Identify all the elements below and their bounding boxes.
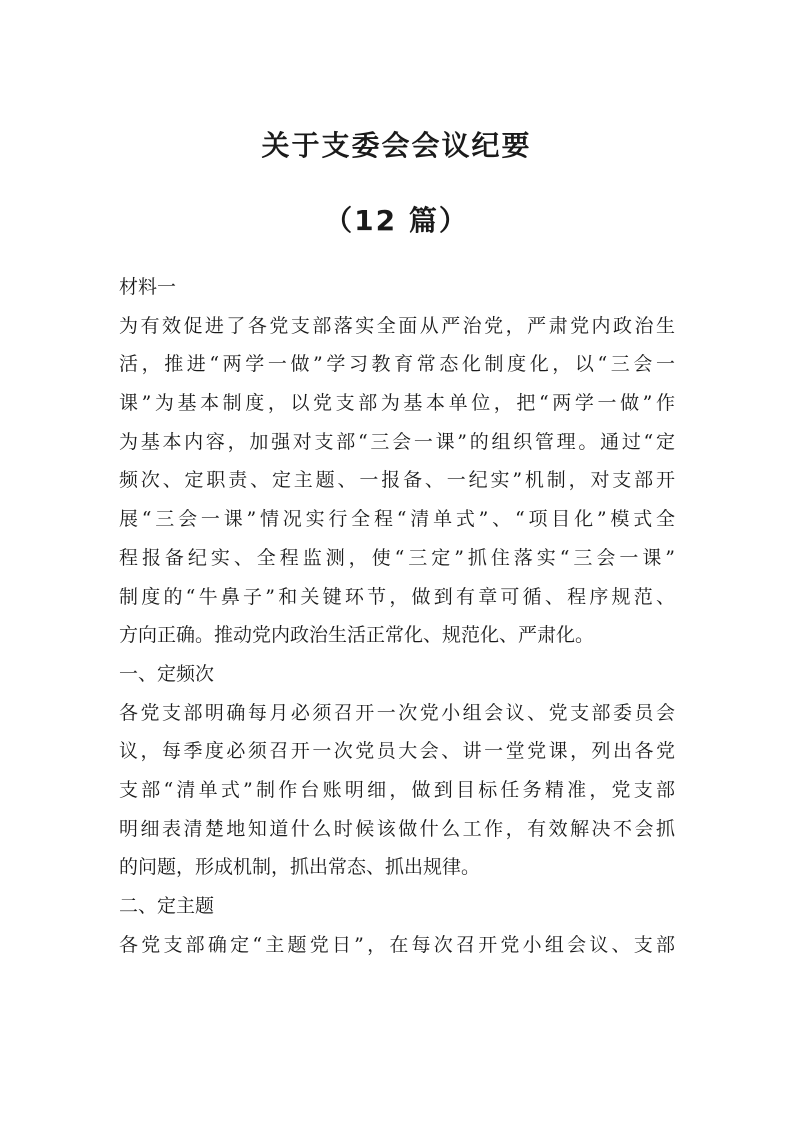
document-title: 关于支委会会议纪要: [261, 129, 532, 162]
body-text-line: 活，推进“两学一做”学习教育常态化制度化，以“三会一: [119, 353, 675, 376]
body-text-line: 为基本内容，加强对支部“三会一课”的组织管理。通过“定: [119, 430, 675, 453]
body-text-line: 频次、定职责、定主题、一报备、一纪实”机制，对支部开: [119, 469, 675, 492]
body-text-line: 制度的“牛鼻子”和关键环节，做到有章可循、程序规范、: [119, 585, 675, 608]
body-text-line: 程报备纪实、全程监测，使“三定”抓住落实“三会一课”: [119, 546, 675, 569]
body-text-line: 课”为基本制度，以党支部为基本单位，把“两学一做”作: [119, 392, 675, 415]
body-text-line: 的问题，形成机制，抓出常态、抓出规律。: [119, 856, 481, 879]
document-body: [119, 268, 675, 964]
body-text-line: 方向正确。推动党内政治生活正常化、规范化、严肃化。: [119, 624, 595, 647]
body-text-line: 材料一: [119, 276, 177, 298]
body-text-line: 展“三会一课”情况实行全程“清单式”、“项目化”模式全: [119, 508, 675, 531]
body-text-line: 为有效促进了各党支部落实全面从严治党，严肃党内政治生: [119, 314, 675, 337]
body-text-line: 支部“清单式”制作台账明细，做到目标任务精准，党支部: [119, 778, 675, 801]
body-text-line: 明细表清楚地知道什么时候该做什么工作，有效解决不会抓: [119, 817, 675, 840]
body-text-line: 一、定频次: [119, 662, 215, 685]
body-text-line: 各党支部明确每月必须召开一次党小组会议、党支部委员会: [119, 701, 675, 724]
body-text-line: 二、定主题: [119, 895, 215, 917]
body-text-line: 议，每季度必须召开一次党员大会、讲一堂党课，列出各党: [119, 740, 675, 763]
body-text-line: 各党支部确定“主题党日”，在每次召开党小组会议、支部: [119, 933, 675, 956]
document-subtitle: （12 篇）: [324, 204, 469, 237]
